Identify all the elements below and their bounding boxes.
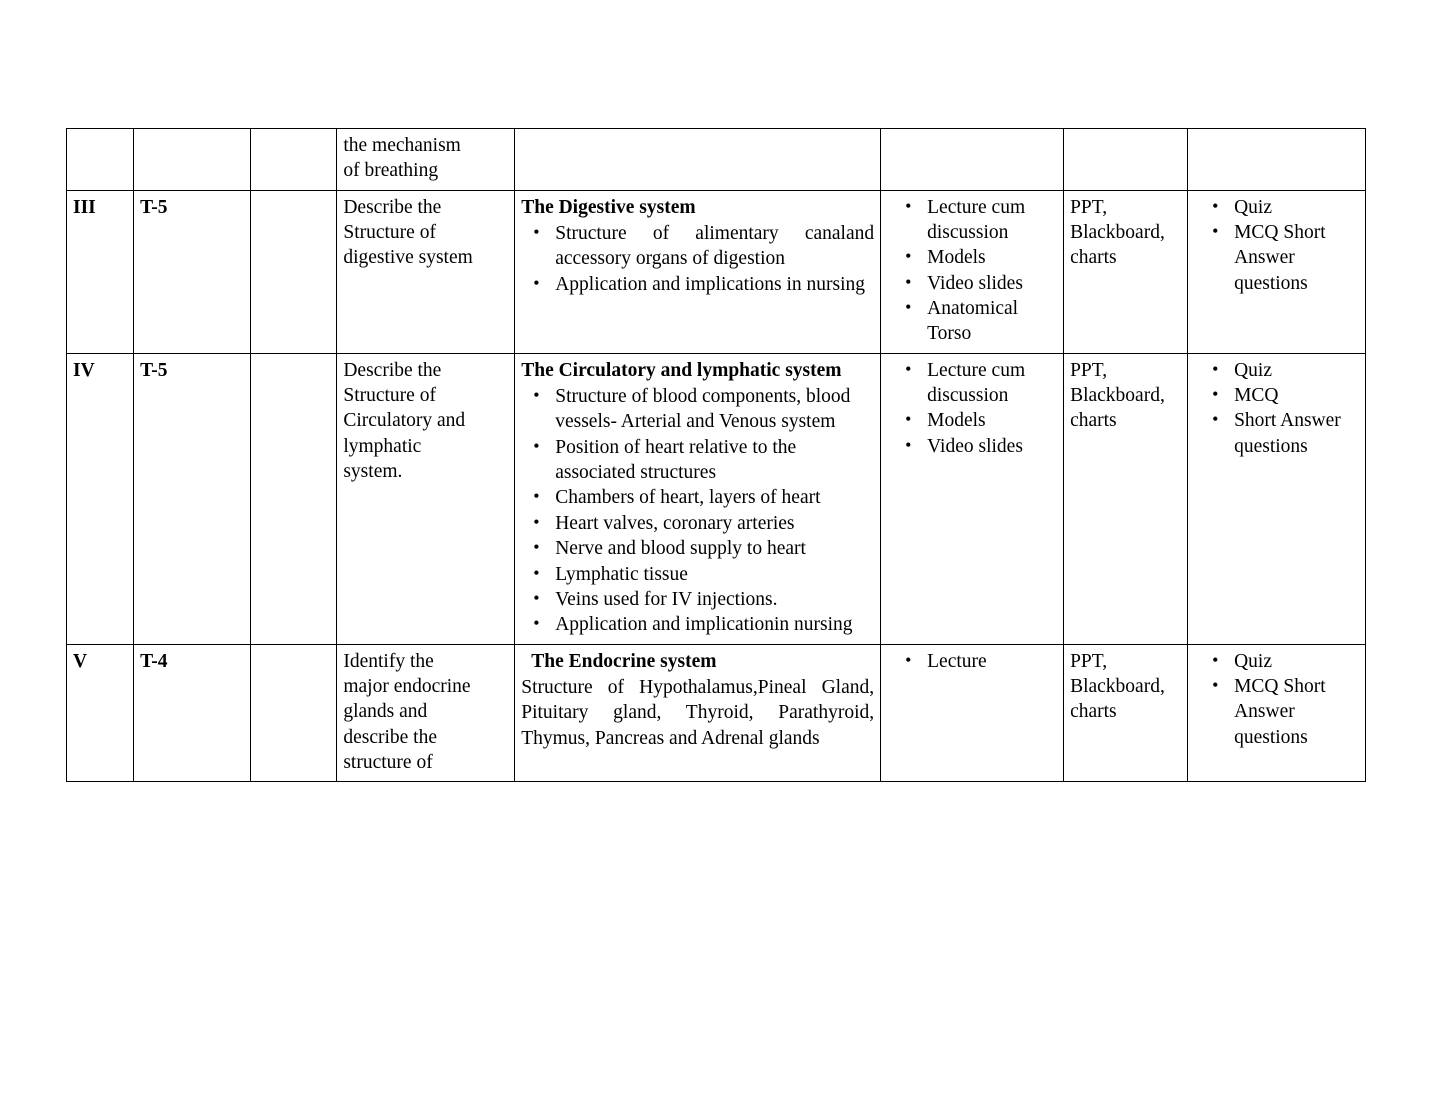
- method-item: • Models: [927, 408, 1057, 433]
- cell-unit: III: [67, 190, 134, 353]
- objective-line: digestive system: [343, 247, 473, 269]
- cell-unit: IV: [67, 353, 134, 644]
- aid-line: charts: [1070, 247, 1117, 269]
- method-item: • Lecture cum discussion: [927, 358, 1057, 409]
- method-item: • Video slides: [927, 434, 1057, 459]
- evaluation-item: • Quiz: [1234, 358, 1359, 383]
- objective-line: the mechanism: [343, 135, 461, 156]
- cell-evaluation: [1188, 644, 1366, 782]
- objective-line: major endocrine: [343, 675, 471, 697]
- cell-unit: V: [67, 644, 134, 782]
- cell-blank: [250, 353, 336, 644]
- aid-line: charts: [1070, 701, 1117, 723]
- cell-blank: [250, 644, 336, 782]
- objective-line: describe the: [343, 726, 438, 748]
- aid-line: charts: [1070, 410, 1117, 432]
- cell-content: [515, 190, 881, 353]
- cell-aids: [1064, 190, 1188, 353]
- content-bullet: • Chambers of heart, layers of heart: [555, 485, 874, 510]
- cell-content: [515, 353, 881, 644]
- evaluation-item: • MCQ Short Answer questions: [1234, 674, 1359, 750]
- objective-line: lymphatic: [343, 435, 422, 457]
- aid-line: Blackboard,: [1070, 675, 1165, 697]
- objective-line: structure of: [343, 751, 433, 773]
- content-bullet: • Heart valves, coronary arteries: [555, 511, 874, 536]
- objective-line: Circulatory and: [343, 410, 466, 432]
- content-title: The Circulatory and lymphatic system: [521, 359, 842, 381]
- objective-line: Describe the: [343, 196, 442, 218]
- evaluation-item: • MCQ: [1234, 383, 1359, 408]
- cell-method: [881, 129, 1064, 191]
- evaluation-item: • Short Answer questions: [1234, 408, 1359, 459]
- cell-method: [881, 190, 1064, 353]
- aid-line: PPT,: [1070, 359, 1108, 381]
- cell-time: T-5: [134, 190, 251, 353]
- content-bullet: • Lymphatic tissue: [555, 562, 874, 587]
- cell-objective: [337, 129, 515, 191]
- method-item: • Models: [927, 245, 1057, 270]
- method-item: • Lecture: [927, 649, 1057, 674]
- cell-evaluation: [1188, 129, 1366, 191]
- objective-line: of breathing: [343, 160, 439, 182]
- table-row: [67, 353, 1366, 644]
- evaluation-item: • MCQ Short Answer questions: [1234, 220, 1359, 296]
- cell-content: [515, 129, 881, 191]
- content-title: The Endocrine system: [531, 650, 717, 672]
- evaluation-item: • Quiz: [1234, 195, 1359, 220]
- method-item: • Lecture cum discussion: [927, 195, 1057, 246]
- content-bullet: • Position of heart relative to the associated structures: [555, 435, 874, 486]
- cell-aids: [1064, 129, 1188, 191]
- cell-content: [515, 644, 881, 782]
- objective-line: Describe the: [343, 359, 442, 381]
- objective-line: Identify the: [343, 650, 434, 672]
- cell-evaluation: [1188, 190, 1366, 353]
- cell-aids: [1064, 353, 1188, 644]
- objective-line: system.: [343, 461, 403, 483]
- objective-line: glands and: [343, 701, 428, 723]
- cell-blank: [250, 129, 336, 191]
- content-bullet: • Application and implications in nursing: [555, 272, 874, 297]
- cell-objective: [337, 644, 515, 782]
- table-row: [67, 129, 1366, 191]
- objective-line: Structure of: [343, 385, 436, 407]
- content-bullet: • Application and implicationin nursing: [555, 612, 874, 637]
- content-paragraph: Structure of Hypothalamus,Pineal Gland, Pituitary gland, Thyroid, Parathyroid, Thymus, Pancreas and Adrenal glands: [521, 676, 875, 749]
- cell-blank: [250, 190, 336, 353]
- cell-time: T-4: [134, 644, 251, 782]
- cell-method: [881, 353, 1064, 644]
- cell-aids: [1064, 644, 1188, 782]
- table-row: [67, 644, 1366, 782]
- cell-time: [134, 129, 251, 191]
- cell-time: T-5: [134, 353, 251, 644]
- cell-method: [881, 644, 1064, 782]
- aid-line: Blackboard,: [1070, 385, 1165, 407]
- content-bullet: • Veins used for IV injections.: [555, 587, 874, 612]
- content-bullet: • Structure of blood components, blood vessels- Arterial and Venous system: [555, 384, 874, 435]
- method-item: • Video slides: [927, 271, 1057, 296]
- evaluation-item: • Quiz: [1234, 649, 1359, 674]
- aid-line: Blackboard,: [1070, 222, 1165, 244]
- aid-line: PPT,: [1070, 650, 1108, 672]
- cell-unit: [67, 129, 134, 191]
- aid-line: PPT,: [1070, 196, 1108, 218]
- content-bullet: • Nerve and blood supply to heart: [555, 536, 874, 561]
- content-title: The Digestive system: [521, 196, 696, 218]
- cell-evaluation: [1188, 353, 1366, 644]
- content-bullet: • Structure of alimentary canaland accessory organs of digestion: [555, 221, 874, 272]
- table-row: [67, 190, 1366, 353]
- cell-objective: [337, 190, 515, 353]
- objective-line: Structure of: [343, 222, 436, 244]
- method-item: • Anatomical Torso: [927, 296, 1057, 347]
- syllabus-table: [66, 128, 1366, 782]
- cell-objective: [337, 353, 515, 644]
